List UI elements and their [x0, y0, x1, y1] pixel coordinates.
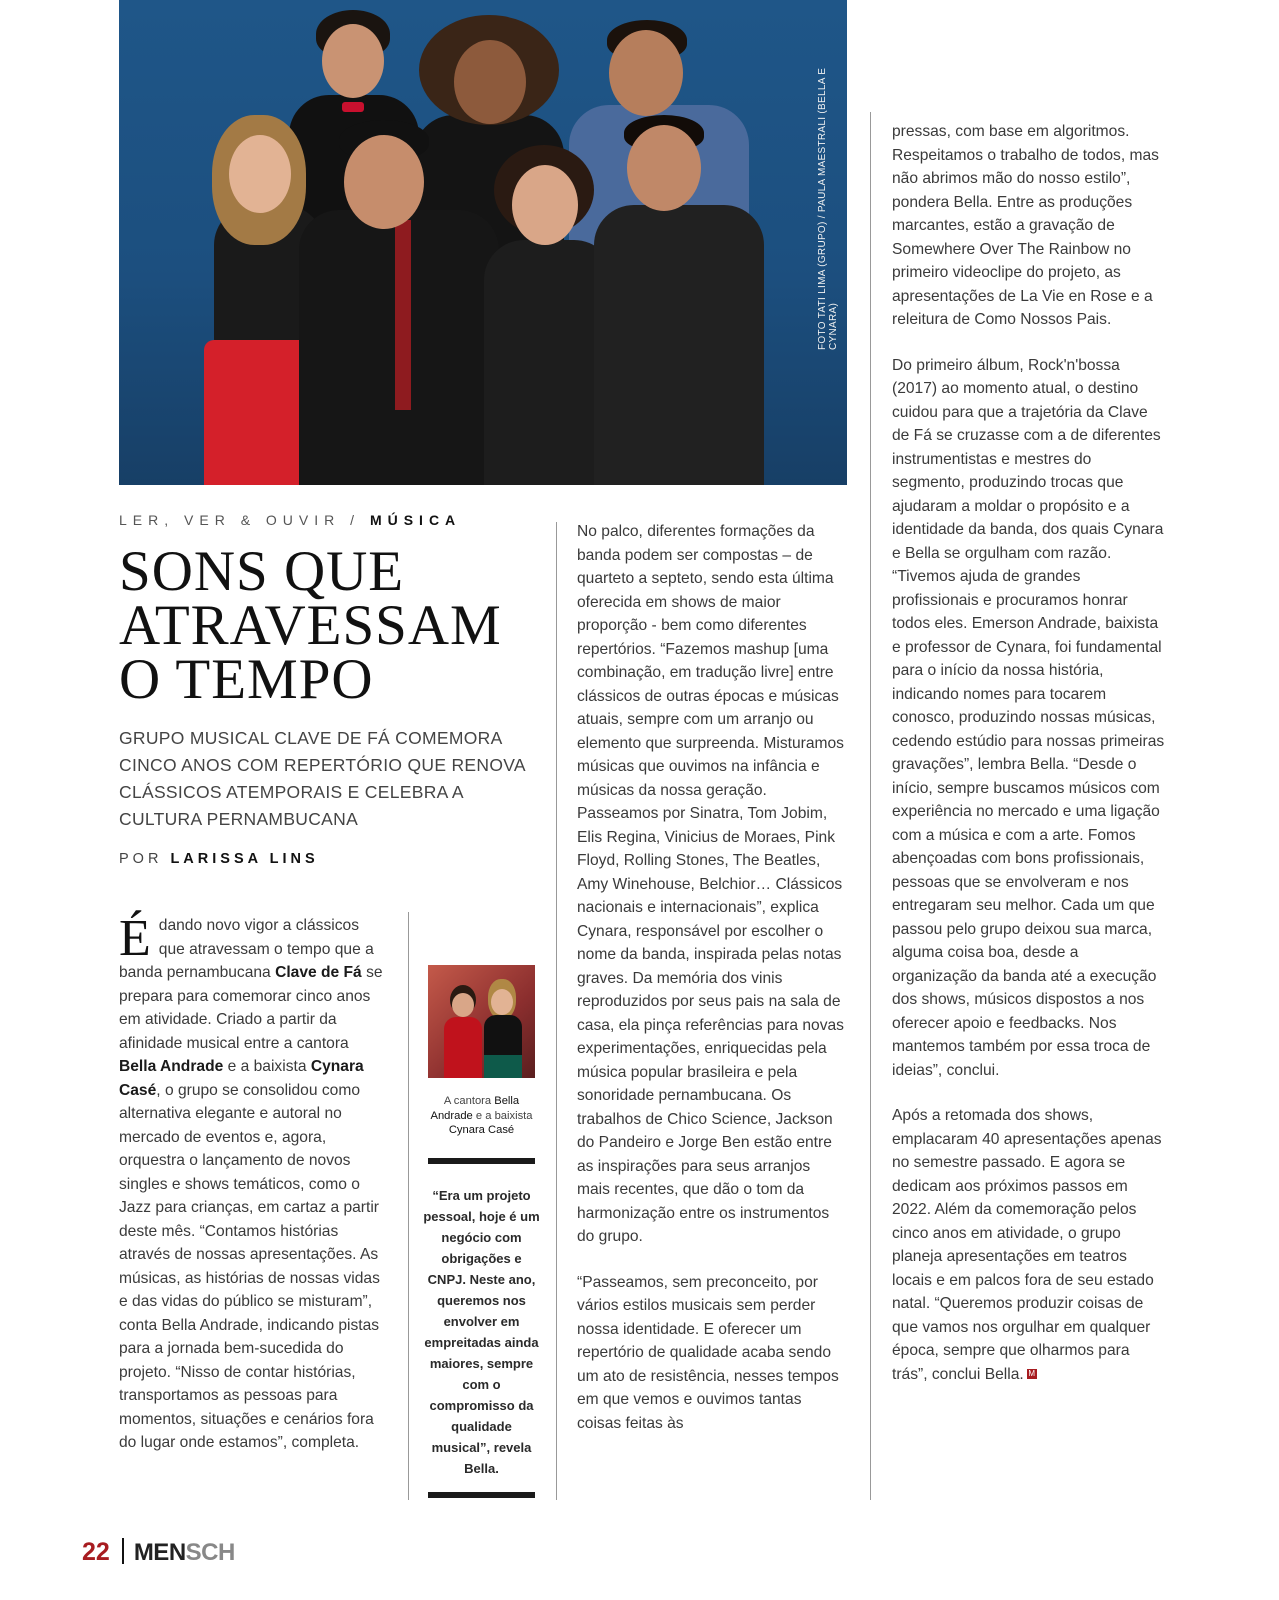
section-prefix: LER, VER & OUVIR /: [119, 512, 361, 528]
paragraph: Após a retomada dos shows, emplacaram 40 apresentações apenas no semestre passado. E agora se dedicam aos próximos passos em 2022. Além da comemoração pelos cinco anos em atividade, o grupo planeja apresentações em teatros locais e em palcos fora de seu estado natal. “Queremos produzir coisas de que vamos nos orgulhar em qualquer época, sempre que olharmos para trás”, conclui Bella.: [892, 1107, 1162, 1383]
page-footer: [82, 1538, 235, 1567]
caption-text: e a baixista: [472, 1109, 533, 1122]
paragraph: “Passeamos, sem preconceito, por vários estilos musicais sem perder nossa identidade. E oferecer um repertório de qualidade acaba sendo um ato de resistência, nesses tempos em que vemos e ouvimos tantas coisas feitas às: [577, 1273, 839, 1432]
pull-quote: “Era um projeto pessoal, hoje é um negócio com obrigações e CNPJ. Neste ano, queremos nos envolver em empreitadas ainda maiores, sempre com o compromisso da qualidade musical”, revela Bella.: [423, 1188, 540, 1476]
paragraph: pressas, com base em algoritmos. Respeitamos o trabalho de todos, mas não abrimos mão do nosso estilo”, pondera Bella. Entre as produções marcantes, estão a gravação de Somewhere Over The Rainbow no primeiro videoclipe do projeto, as apresentações de La Vie en Rose e a releitura de Como Nossos Pais.: [892, 123, 1159, 328]
paragraph: No palco, diferentes formações da banda podem ser compostas – de quarteto a septeto, sendo esta última oferecida em shows de maior proporção - bem como diferentes repertórios. “Fazemos mashup [uma combinação, em tradução livre] entre clássicos de outras épocas e músicas atuais, sempre com um arranjo ou elemento que surpreenda. Misturamos músicas que ouvimos na infância e músicas da nossa geração. Passeamos por Sinatra, Tom Jobim, Elis Regina, Vinicius de Moraes, Pink Floyd, Rolling Stones, The Beatles, Amy Winehouse, Belchior… Clássicos nacionais e internacionais”, explica Cynara, responsável por escolher o nome da banda, inspirada pelas notas graves. Da memória dos vinis reproduzidos por seus pais na sala de casa, ela pinça referências para novas experimentações, enriquecidas pela música popular brasileira e pela sonoridade pernambucana. Os trabalhos de Chico Science, Jackson do Pandeiro e Jorge Ben estão entre as inspirações para seus arranjos mais recentes, que dão o tom da harmonização entre os instrumentos do grupo.: [577, 523, 844, 1245]
column-divider: [408, 912, 409, 1500]
byline-prefix: POR: [119, 851, 163, 867]
end-mark-icon: M: [1028, 1369, 1036, 1379]
group-photo: [119, 0, 847, 485]
photo-caption: [422, 1094, 541, 1138]
quote-rule-top: [428, 1158, 535, 1164]
page-number: 22: [82, 1538, 110, 1566]
byline: [119, 851, 319, 867]
paragraph: Do primeiro álbum, Rock'n'bossa (2017) ao momento atual, o destino cuidou para que a trajetória da Clave de Fá se cruzasse com a de diferentes instrumentistas e mestres do segmento, produzindo trocas que ajudaram a moldar o propósito e a identidade da banda, dos quais Cynara e Bella se orgulham com razão. “Tivemos ajuda de grandes profissionais e procuramos honrar todos eles. Emerson Andrade, baixista e professor de Cynara, foi fundamental para o início da nossa história, indicando nomes para tocarem conosco, produzindo nossas músicas, cedendo estúdio para nossas primeiras gravações”, lembra Bella. “Desde o início, sempre buscamos músicos com experiência no mercado e uma ligação com a música e com a arte. Fomos abençoadas com bons profissionais, pessoas que se envolveram e nos entregaram seu melhor. Cada um que passou pelo grupo deixou sua marca, alguma coisa boa, desde a organização da banda até a execução dos shows, músicos dispostos a nos oferecer apoio e feedbacks. Nos mantemos também por essa troca de ideias”, conclui.: [892, 356, 1165, 1079]
caption-bassist: Cynara Casé: [448, 1124, 515, 1136]
photo-credit: FOTO TATI LIMA (GRUPO) / PAULA MAESTRALI (BELLA E CYNARA): [817, 67, 839, 350]
text-run: e a baixista: [223, 1058, 311, 1075]
text-run: dando novo vigor a clássicos que atravessam o tempo que a banda pernambucana: [119, 917, 374, 981]
author-name: LARISSA LINS: [170, 851, 319, 867]
article-title: SONS QUE ATRAVESSAM O TEMPO: [119, 540, 502, 711]
text-run: , o grupo se consolidou como alternativa elegante e autoral no mercado de eventos e, agora, orquestra o lançamento de novos singles e shows temáticos, como o Jazz para crianças, em cartaz a partir deste mês. “Contamos histórias através de nossas apresentações. As músicas, as histórias de nossas vidas e das vidas do público se misturam”, conta Bella Andrade, indicando pistas para a jornada bem-sucedida do projeto. “Nisso de contar histórias, transportamos as pessoas para momentos, situações e cenários fora do lugar onde estamos”, completa.: [119, 1081, 380, 1451]
singer-name: Bella Andrade: [119, 1058, 224, 1075]
bassist-name: Cynara Casé: [119, 1058, 364, 1099]
magazine-logo: [134, 1539, 235, 1566]
column-divider: [556, 522, 557, 1500]
band-name: Clave de Fá: [275, 964, 362, 981]
quote-rule-bottom: [428, 1492, 535, 1498]
section-name: MÚSICA: [369, 512, 462, 528]
logo-part: MEN: [133, 1539, 186, 1566]
footer-divider: [122, 1538, 124, 1564]
column-divider: [870, 112, 871, 1500]
article-subtitle: GRUPO MUSICAL CLAVE DE FÁ COMEMORA CINCO ANOS COM REPERTÓRIO QUE RENOVA CLÁSSICOS ATEMPORAIS E CELEBRA A CULTURA PERNAMBUCANA: [119, 728, 525, 829]
caption-singer: Bella Andrade: [430, 1095, 520, 1122]
duo-photo: [428, 965, 535, 1078]
logo-part: SCH: [185, 1539, 235, 1566]
drop-cap: É: [119, 910, 151, 967]
body-column-2: [577, 520, 847, 1435]
caption-text: A cantora: [443, 1095, 495, 1107]
body-column-1: [119, 910, 389, 1455]
text-run: se prepara para comemorar cinco anos em atividade. Criado a partir da afinidade musical entre a cantora: [119, 964, 383, 1052]
body-column-3: [892, 120, 1167, 1386]
section-label: [119, 512, 461, 528]
